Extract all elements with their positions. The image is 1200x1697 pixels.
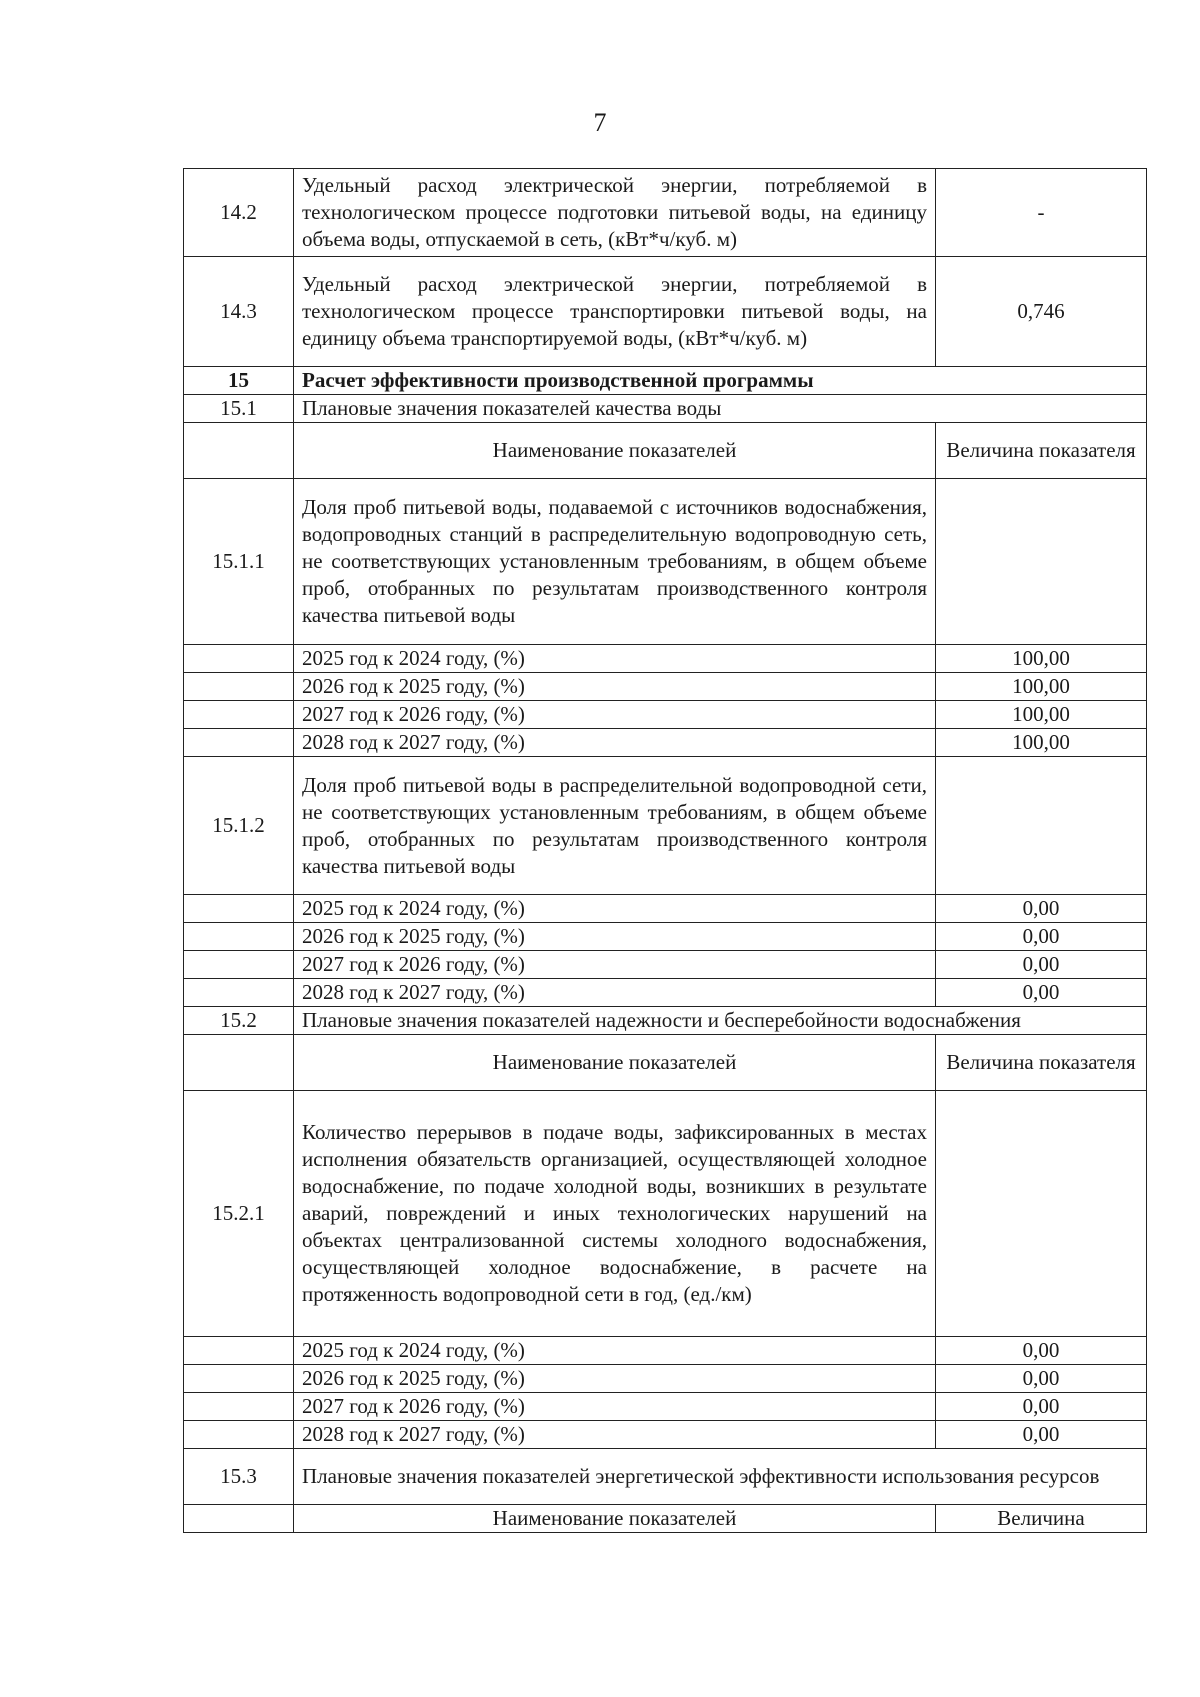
year-value: 0,00 (936, 1365, 1147, 1393)
row-description: Доля проб питьевой воды в распределительной водопроводной сети, не соответствующих установленным требованиям, в общем объеме проб, отобранных по результатам производственного контроля качества питьевой воды (294, 757, 936, 895)
section-number: 15.1 (184, 395, 294, 423)
column-header-name: Наименование показателей (294, 423, 936, 479)
table-row (184, 1091, 1147, 1337)
row-description: Удельный расход электрической энергии, потребляемой в технологическом процессе подготовки питьевой воды, на единицу объема воды, отпускаемой в сеть, (кВт*ч/куб. м) (294, 169, 936, 257)
year-row (184, 1421, 1147, 1449)
empty-cell (184, 423, 294, 479)
empty-cell (184, 673, 294, 701)
year-label: 2027 год к 2026 году, (%) (294, 951, 936, 979)
row-number: 14.2 (184, 169, 294, 257)
year-value: 0,00 (936, 1393, 1147, 1421)
header-row (184, 1505, 1147, 1533)
row-value: 0,746 (936, 257, 1147, 367)
year-label: 2028 год к 2027 году, (%) (294, 729, 936, 757)
row-number: 14.3 (184, 257, 294, 367)
year-row (184, 895, 1147, 923)
column-header-value: Величина (936, 1505, 1147, 1533)
row-number: 15.2.1 (184, 1091, 294, 1337)
row-description: Количество перерывов в подаче воды, зафиксированных в местах исполнения обязательств организацией, осуществляющей холодное водоснабжение, по подаче холодной воды, возникших в результате аварий, повреждений и иных технологических нарушений на объектах централизованной системы холодного водоснабжения, осуществляющей холодное водоснабжение, в расчете на протяженность водопроводной сети в год, (ед./км) (294, 1091, 936, 1337)
table-row (184, 479, 1147, 645)
year-label: 2025 год к 2024 году, (%) (294, 645, 936, 673)
year-label: 2026 год к 2025 году, (%) (294, 1365, 936, 1393)
empty-cell (184, 1421, 294, 1449)
row-number: 15.1.1 (184, 479, 294, 645)
section-title: Плановые значения показателей качества воды (294, 395, 1147, 423)
row-description: Удельный расход электрической энергии, потребляемой в технологическом процессе транспортировки питьевой воды, на единицу объема транспортируемой воды, (кВт*ч/куб. м) (294, 257, 936, 367)
row-description: Доля проб питьевой воды, подаваемой с источников водоснабжения, водопроводных станций в распределительную водопроводную сеть, не соответствующих установленным требованиям, в общем объеме проб, отобранных по результатам производственного контроля качества питьевой воды (294, 479, 936, 645)
empty-cell (184, 1505, 294, 1533)
year-row (184, 1337, 1147, 1365)
page-number: 7 (593, 108, 607, 137)
row-number: 15.1.2 (184, 757, 294, 895)
column-header-name: Наименование показателей (294, 1505, 936, 1533)
empty-cell (184, 701, 294, 729)
year-row (184, 1393, 1147, 1421)
year-label: 2026 год к 2025 году, (%) (294, 673, 936, 701)
year-value: 100,00 (936, 645, 1147, 673)
section-number: 15.3 (184, 1449, 294, 1505)
table-row (184, 257, 1147, 367)
section-row (184, 367, 1147, 395)
section-row (184, 1449, 1147, 1505)
empty-cell (184, 645, 294, 673)
empty-cell (184, 1393, 294, 1421)
year-label: 2028 год к 2027 году, (%) (294, 1421, 936, 1449)
year-row (184, 645, 1147, 673)
empty-cell (184, 895, 294, 923)
empty-cell (184, 1337, 294, 1365)
empty-cell (184, 951, 294, 979)
section-title: Расчет эффективности производственной программы (294, 367, 1147, 395)
empty-cell (184, 979, 294, 1007)
column-header-name: Наименование показателей (294, 1035, 936, 1091)
year-row (184, 951, 1147, 979)
table-row (184, 169, 1147, 257)
year-row (184, 673, 1147, 701)
section-title: Плановые значения показателей надежности и бесперебойности водоснабжения (294, 1007, 1147, 1035)
year-value: 0,00 (936, 1337, 1147, 1365)
year-value: 0,00 (936, 1421, 1147, 1449)
row-value (936, 479, 1147, 645)
row-value (936, 757, 1147, 895)
year-row (184, 1365, 1147, 1393)
year-label: 2025 год к 2024 году, (%) (294, 895, 936, 923)
indicators-table (183, 168, 1147, 1533)
table-row (184, 757, 1147, 895)
year-value: 0,00 (936, 979, 1147, 1007)
header-row (184, 423, 1147, 479)
empty-cell (184, 923, 294, 951)
empty-cell (184, 1035, 294, 1091)
year-row (184, 729, 1147, 757)
section-number: 15.2 (184, 1007, 294, 1035)
header-row (184, 1035, 1147, 1091)
year-value: 100,00 (936, 701, 1147, 729)
column-header-value: Величина показателя (936, 1035, 1147, 1091)
year-label: 2025 год к 2024 году, (%) (294, 1337, 936, 1365)
year-value: 0,00 (936, 923, 1147, 951)
row-value (936, 1091, 1147, 1337)
empty-cell (184, 729, 294, 757)
column-header-value: Величина показателя (936, 423, 1147, 479)
section-row (184, 1007, 1147, 1035)
year-value: 100,00 (936, 673, 1147, 701)
year-row (184, 923, 1147, 951)
row-value: - (936, 169, 1147, 257)
section-row (184, 395, 1147, 423)
section-number: 15 (184, 367, 294, 395)
year-value: 0,00 (936, 895, 1147, 923)
year-label: 2028 год к 2027 году, (%) (294, 979, 936, 1007)
empty-cell (184, 1365, 294, 1393)
year-label: 2027 год к 2026 году, (%) (294, 1393, 936, 1421)
year-value: 100,00 (936, 729, 1147, 757)
section-title: Плановые значения показателей энергетической эффективности использования ресурсов (294, 1449, 1147, 1505)
year-value: 0,00 (936, 951, 1147, 979)
year-label: 2026 год к 2025 году, (%) (294, 923, 936, 951)
year-label: 2027 год к 2026 году, (%) (294, 701, 936, 729)
year-row (184, 979, 1147, 1007)
year-row (184, 701, 1147, 729)
